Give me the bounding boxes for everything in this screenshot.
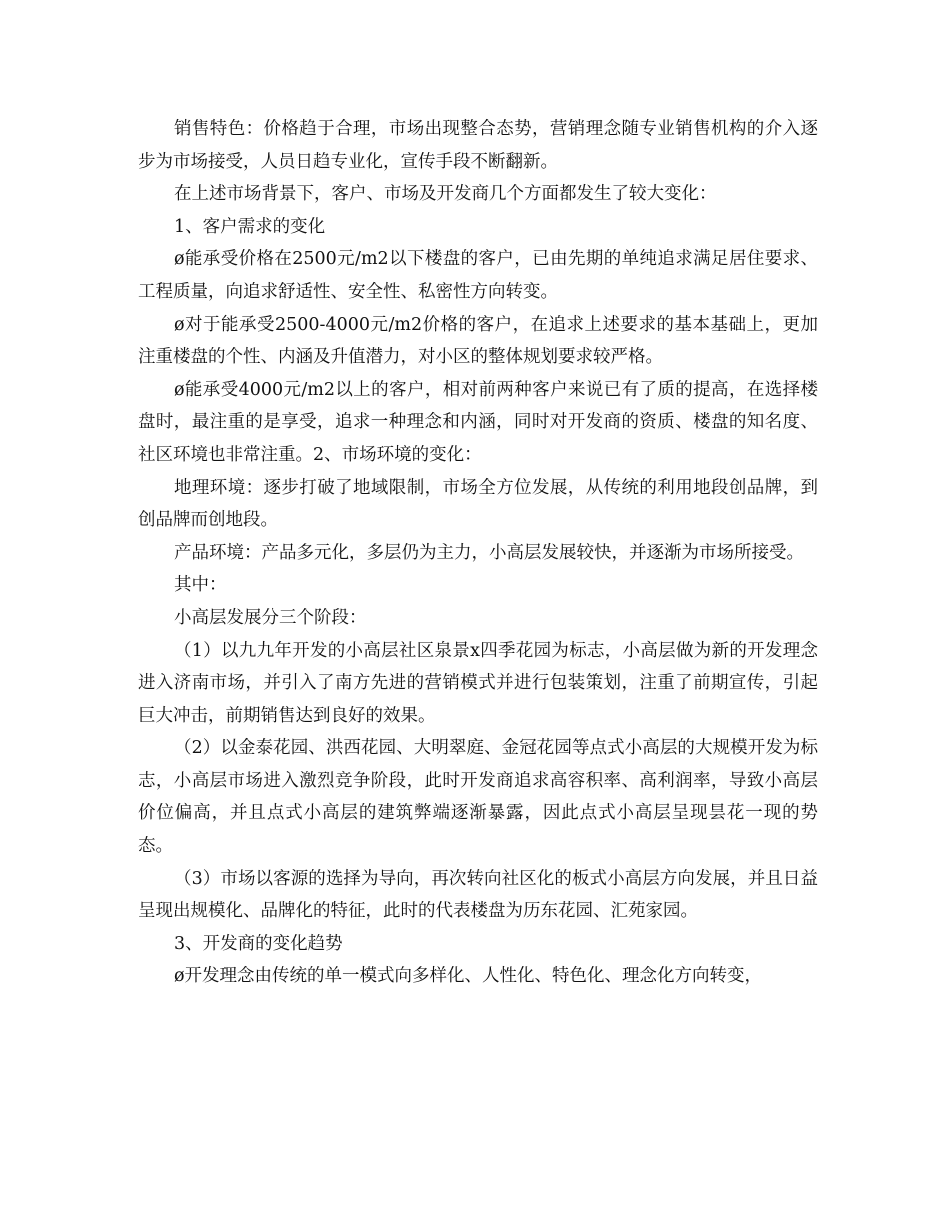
paragraph-development-concept: ø开发理念由传统的单一模式向多样化、人性化、特色化、理念化方向转变， bbox=[174, 966, 763, 987]
paragraph-stage-3: （3）市场以客源的选择为导向，再次转向社区化的板式小高层方向发展，并且日益呈现出规模化、品牌化的特征，此时的代表楼盘为历东花园、汇苑家园。 bbox=[138, 868, 818, 922]
paragraph-geographic-environment: 地理环境：逐步打破了地域限制，市场全方位发展，从传统的利用地段创品牌，到创品牌而创地段。 bbox=[138, 477, 818, 531]
paragraph-customer-under-2500: ø能承受价格在2500元/m2以下楼盘的客户，已由先期的单纯追求满足居住要求、工程质量，向追求舒适性、安全性、私密性方向转变。 bbox=[138, 249, 818, 302]
paragraph-among-them: 其中： bbox=[174, 575, 227, 596]
paragraph-three-stages: 小高层发展分三个阶段： bbox=[174, 607, 367, 628]
paragraph-stage-1: （1）以九九年开发的小高层社区泉景x四季花园为标志，小高层做为新的开发理念进入济南市场，并引入了南方先进的营销模式并进行包装策划，注重了前期宣传，引起巨大冲击，前期销售达到良好的效果。 bbox=[138, 640, 818, 726]
heading-customer-demand: 1、客户需求的变化 bbox=[174, 216, 326, 237]
heading-developer-trends: 3、开发商的变化趋势 bbox=[174, 933, 343, 954]
paragraph-product-environment: 产品环境：产品多元化，多层仍为主力，小高层发展较快，并逐渐为市场所接受。 bbox=[174, 542, 804, 563]
document-body bbox=[138, 113, 818, 993]
paragraph-sales-features: 销售特色：价格趋于合理，市场出现整合态势，营销理念随专业销售机构的介入逐步为市场接受，人员日趋专业化，宣传手段不断翻新。 bbox=[138, 119, 818, 172]
paragraph-stage-2: （2）以金泰花园、洪西花园、大明翠庭、金冠花园等点式小高层的大规模开发为标志，小高层市场进入激烈竞争阶段，此时开发商追求高容积率、高利润率，导致小高层价位偏高，并且点式小高层的建筑弊端逐渐暴露，因此点式小高层呈现昙花一现的势态。 bbox=[138, 738, 818, 857]
paragraph-market-background: 在上述市场背景下，客户、市场及开发商几个方面都发生了较大变化： bbox=[174, 184, 717, 205]
paragraph-customer-2500-4000: ø对于能承受2500-4000元/m2价格的客户，在追求上述要求的基本基础上，更加注重楼盘的个性、内涵及升值潜力，对小区的整体规划要求较严格。 bbox=[138, 314, 818, 368]
paragraph-customer-over-4000: ø能承受4000元/m2以上的客户，相对前两种客户来说已有了质的提高，在选择楼盘时，最注重的是享受，追求一种理念和内涵，同时对开发商的资质、楼盘的知名度、社区环境也非常注重。2、市场环境的变化： bbox=[138, 379, 818, 465]
